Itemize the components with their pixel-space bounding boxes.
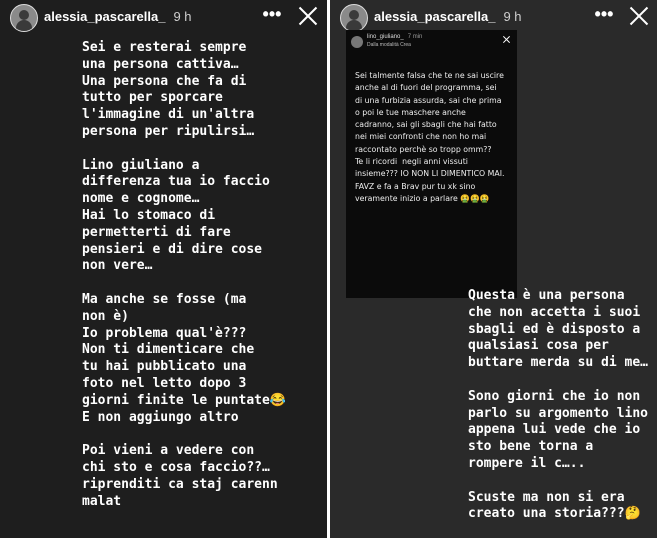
embedded-username: lino_giuliano_ 7 min <box>367 34 423 40</box>
story-text: Questa è una persona che non accetta i suoi sbagli ed è disposto a qualsiasi cosa per buttare merda su di me… Sono giorni che io non parlo su argomento lino appena lui vede che io sto bene torna a rompere il c….. Scuste ma non si era creato una storia???🤔 <box>468 288 649 522</box>
more-options-icon[interactable]: ••• <box>594 4 614 24</box>
close-icon[interactable] <box>297 5 319 27</box>
more-options-icon[interactable]: ••• <box>262 4 282 24</box>
avatar[interactable] <box>10 4 38 32</box>
story-left <box>0 0 327 538</box>
story-username[interactable]: alessia_pascarella_ 9 h <box>44 9 192 24</box>
story-username[interactable]: alessia_pascarella_ 9 h <box>374 9 522 24</box>
close-icon[interactable] <box>628 5 650 27</box>
story-time: 9 h <box>503 9 522 24</box>
embedded-story-screenshot <box>346 30 517 298</box>
avatar[interactable] <box>340 4 368 32</box>
embedded-avatar <box>351 36 363 48</box>
embedded-story-text: Sei talmente falsa che te ne sai uscire anche al di fuori del programma, sei di una furbizia assurda, sai che prima o poi le tue maschere anche cadranno, sai gli sbagli che hai fatto nei miei confronti che non ho mai raccontato perchè so tropp omm?? Te li ricordi negli anni vissuti insieme??? IO NON LI DIMENTICO MAI. FAVZ e fa a Brav pur tu xk sino veramente inizio a parlare 🤮🤮🤮 <box>355 71 505 203</box>
embedded-subtitle: Dalla modalità Crea <box>367 42 411 48</box>
story-text: Sei e resterai sempre una persona cattiva… Una persona che fa di tutto per sporcare l'immagine di un'altra persona per ripulirsi… Lino giuliano a differenza tua io faccio nome e cognome… Hai lo stomaco di permetterti di fare pensieri e di dire cose non vere… Ma anche se fosse (ma non è) Io problema qual'è??? Non ti dimenticare che tu hai pubblicato una foto nel letto dopo 3 giorni finite le puntate😂 E non aggiungo altro Poi vieni a vedere con chi sto e cosa faccio??… riprenditi ca staj carenn malat <box>82 40 287 509</box>
story-time: 9 h <box>173 9 192 24</box>
embedded-close-icon <box>502 35 511 44</box>
story-right <box>330 0 657 538</box>
